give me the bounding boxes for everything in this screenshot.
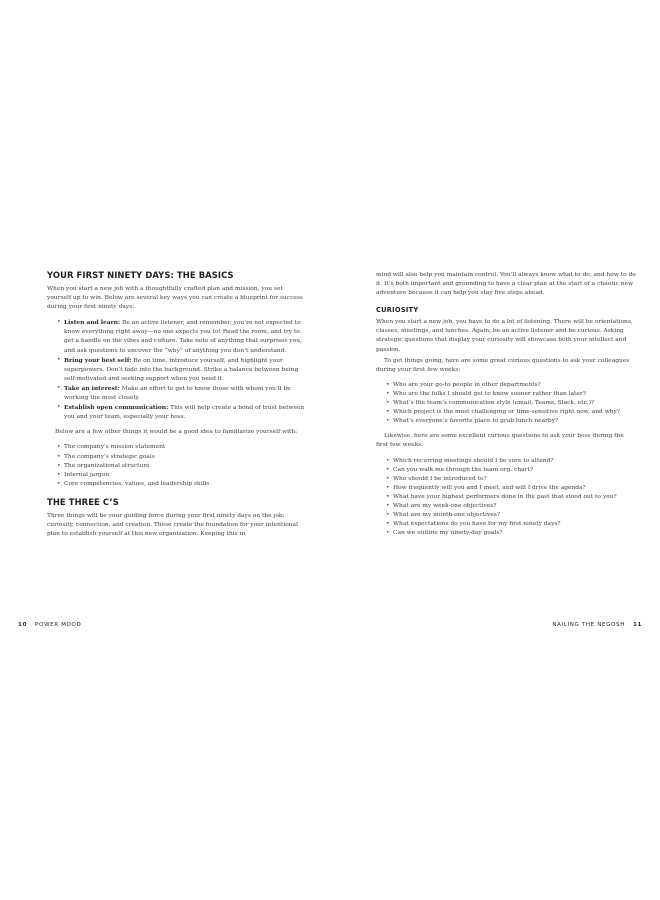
heading-three-cs: THE THREE C’S: [47, 496, 119, 507]
list-item: • What’s everyone’s favorite place to grab lunch nearby?: [386, 417, 636, 426]
familiarize-list: [47, 443, 307, 488]
list-item: • What expectations do you have for my first ninety days?: [386, 520, 636, 529]
list-item: • Who should I be introduced to?: [386, 475, 636, 484]
tip-text: Be an active listener, and remember, you’re not expected to know everything right away—no one expects you to! Read the room, and try to get a handle on the vibes and culture. Take note of anything that surprises you, and ask questions to uncover the “why” of anything you don’t understand.: [64, 320, 302, 354]
list-item: • Core competencies, values, and leadership skills: [57, 480, 307, 489]
left-page: [47, 270, 307, 539]
list-item: • The company’s mission statement: [57, 443, 307, 452]
left-folio: [18, 622, 81, 628]
tip-term: Take an interest:: [64, 384, 120, 392]
left-running-head: POWER MOOD: [34, 622, 82, 628]
boss-intro: Likewise, here are some excellent curious questions to ask your boss during the first few weeks:: [376, 433, 624, 449]
list-item: • What have your highest performers done in the past that stood out to you?: [386, 493, 636, 502]
continuation-paragraph: mind will also help you maintain control. You’ll always know what to do, and how to do it. It’s both important and grounding to have a clear plan at the start of a chaotic new adventure because it can help you stay five steps ahead.: [376, 272, 636, 297]
three-cs-paragraph: Three things will be your guiding force during your first ninety days on the job: curiosity, connection, and creation. These create the foundation for your intentional plan to establish yourself at this new organization. Keeping this in: [47, 512, 298, 538]
list-item: • Which project is the most challenging or time-sensitive right now, and why?: [386, 408, 636, 417]
tip-term: Establish open communication:: [64, 404, 169, 412]
tip-text: This will help create a bond of trust between you and your team, especially your boss.: [64, 405, 305, 421]
right-folio: [552, 622, 642, 628]
list-item: • Can we outline my ninety-day goals?: [386, 529, 636, 538]
colleague-intro: To get things going, here are some great curious questions to ask your colleagues during your first few weeks:: [376, 357, 630, 373]
tip-term: Listen and learn:: [64, 319, 121, 327]
list-item: • What are my week-one objectives?: [386, 502, 636, 511]
tips-list: [47, 318, 307, 422]
list-item: • Who are the folks I should get to know sooner rather than later?: [386, 390, 636, 399]
familiarize-intro: Below are a few other things it would be a good idea to familiarize yourself with:: [55, 429, 298, 436]
tip-term: Bring your best self:: [64, 356, 132, 364]
intro-paragraph: When you start a new job with a thoughtfully crafted plan and mission, you set yourself up to win. Below are several key ways you can create a blueprint for success during your first ninety days:: [47, 286, 303, 311]
heading-curiosity: CURIOSITY: [376, 306, 419, 315]
heading-first-ninety-days: YOUR FIRST NINETY DAYS: THE BASICS: [47, 270, 234, 280]
left-page-number: 10: [18, 622, 27, 628]
boss-questions-list: [376, 457, 636, 539]
tip-text: Make an effort to get to know those with whom you’ll be working the most closely.: [64, 385, 291, 402]
tip-item: [57, 318, 307, 355]
tip-item: [57, 356, 307, 384]
list-item: • What’s the team’s communication style (email, Teams, Slack, etc.)?: [386, 399, 636, 408]
right-page-number: 11: [633, 622, 642, 628]
tip-item: [57, 403, 307, 422]
right-page: [376, 271, 636, 544]
list-item: • Who are your go-to people in other departments?: [386, 381, 636, 390]
list-item: • How frequently will you and I meet, and will I drive the agenda?: [386, 484, 636, 493]
list-item: • The company’s strategic goals: [57, 453, 307, 462]
list-item: • Which recurring meetings should I be sure to attend?: [386, 457, 636, 466]
tip-item: [57, 384, 307, 403]
list-item: • Internal jargon: [57, 471, 307, 480]
tip-text: Be on time, introduce yourself, and highlight your superpowers. Don’t fade into the background. Strike a balance between being self-motivated and seeking support when you need it.: [64, 357, 299, 382]
list-item: • What are my month-one objectives?: [386, 511, 636, 520]
curiosity-paragraph: When you start a new job, you have to do a lot of listening. There will be orientations, classes, meetings, and lunches. Again, be an active listener and be curious. Asking strategic questions that display your curiosity will showcase both your intellect and passion.: [376, 319, 633, 353]
list-item: • Can you walk me through the team org. chart?: [386, 466, 636, 475]
list-item: • The organizational structure: [57, 462, 307, 471]
right-running-head: NAILING THE NEGOSH: [552, 622, 626, 628]
colleague-questions-list: [376, 381, 636, 426]
